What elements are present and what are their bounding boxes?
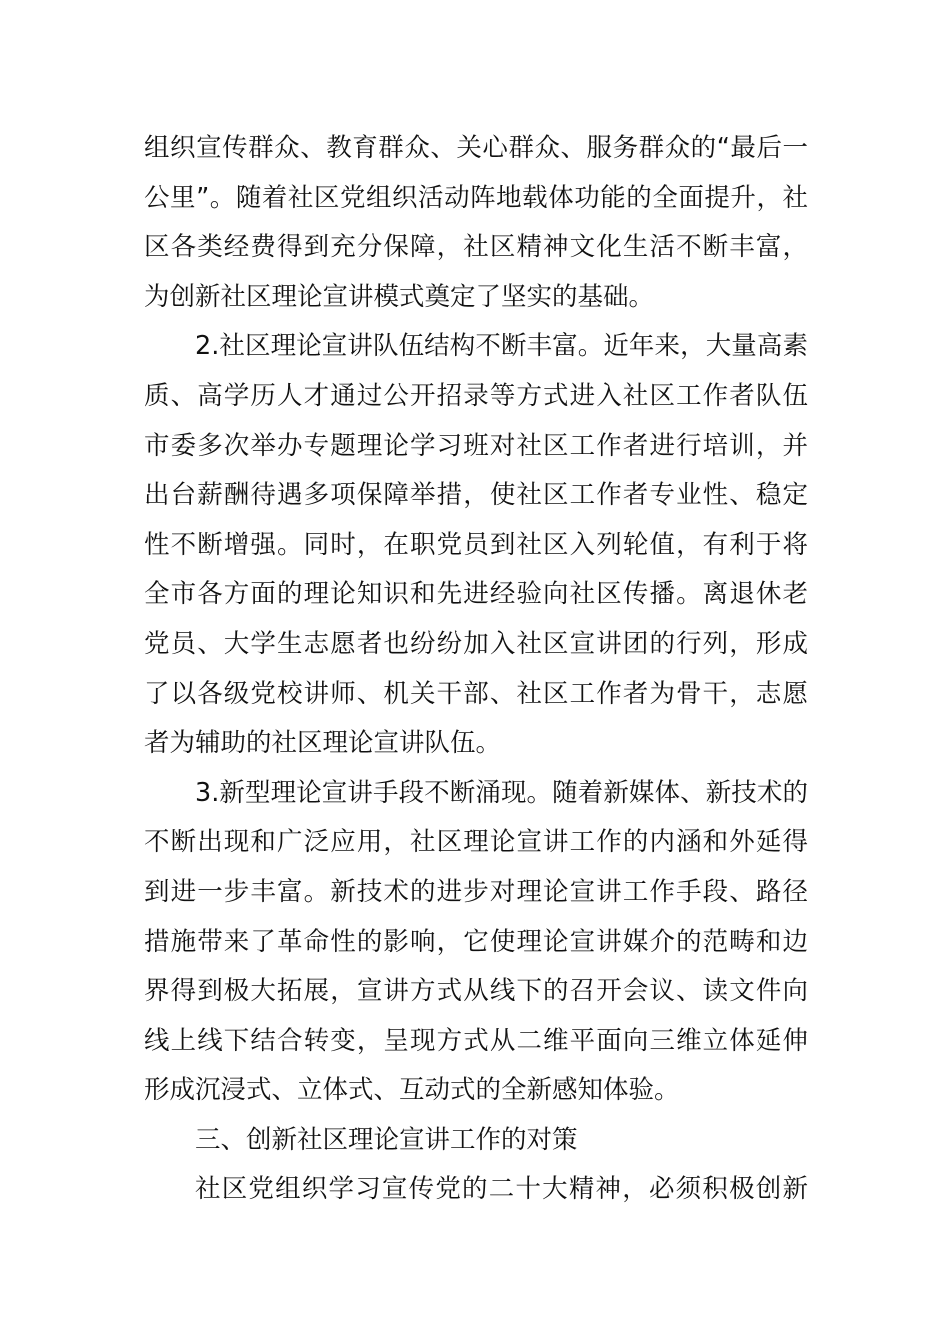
text-line: 措施带来了革命性的影响，它使理论宣讲媒介的范畴和边 <box>144 926 808 957</box>
text-line: 线上线下结合转变，呈现方式从二维平面向三维立体延伸 <box>144 1025 808 1056</box>
text-line: 社区党组织学习宣传党的二十大精神，必须积极创新 <box>195 1174 808 1205</box>
paragraph-p2 <box>144 322 808 768</box>
heading-line: 三、创新社区理论宣讲工作的对策 <box>195 1124 578 1155</box>
text-line: 为创新社区理论宣讲模式奠定了坚实的基础。 <box>144 281 655 312</box>
text-line: 党员、大学生志愿者也纷纷加入社区宣讲团的行列，形成 <box>144 628 808 659</box>
paragraph-p3 <box>144 769 808 1116</box>
text-line: 出台薪酬待遇多项保障举措，使社区工作者专业性、稳定 <box>144 480 808 511</box>
text-line: 公里”。随着社区党组织活动阵地载体功能的全面提升，社 <box>144 182 808 213</box>
text-line: 者为辅助的社区理论宣讲队伍。 <box>144 728 502 759</box>
text-line: 组织宣传群众、教育群众、关心群众、服务群众的“最后一 <box>144 133 808 163</box>
text-line: 区各类经费得到充分保障，社区精神文化生活不断丰富， <box>144 232 808 263</box>
text-line: 性不断增强。同时，在职党员到社区入列轮值，有利于将 <box>144 529 808 560</box>
text-line: 了以各级党校讲师、机关干部、社区工作者为骨干，志愿 <box>144 678 808 709</box>
text-line: 到进一步丰富。新技术的进步对理论宣讲工作手段、路径 <box>144 876 808 907</box>
paragraph-p4 <box>144 1165 808 1215</box>
text-line: 市委多次举办专题理论学习班对社区工作者进行培训，并 <box>144 430 808 461</box>
text-line: 3.新型理论宣讲手段不断涌现。随着新媒体、新技术的 <box>195 777 808 808</box>
text-line: 2.社区理论宣讲队伍结构不断丰富。近年来，大量高素 <box>195 331 808 362</box>
text-line: 界得到极大拓展，宣讲方式从线下的召开会议、读文件向 <box>144 976 808 1007</box>
section-heading-3 <box>144 1116 808 1166</box>
text-line: 不断出现和广泛应用，社区理论宣讲工作的内涵和外延得 <box>144 827 808 858</box>
text-line: 质、高学历人才通过公开招录等方式进入社区工作者队伍 <box>144 380 808 411</box>
text-line: 全市各方面的理论知识和先进经验向社区传播。离退休老 <box>144 579 808 610</box>
text-line: 形成沉浸式、立体式、互动式的全新感知体验。 <box>144 1075 680 1106</box>
paragraph-p1-continued <box>144 124 808 322</box>
document-body <box>144 124 808 1215</box>
